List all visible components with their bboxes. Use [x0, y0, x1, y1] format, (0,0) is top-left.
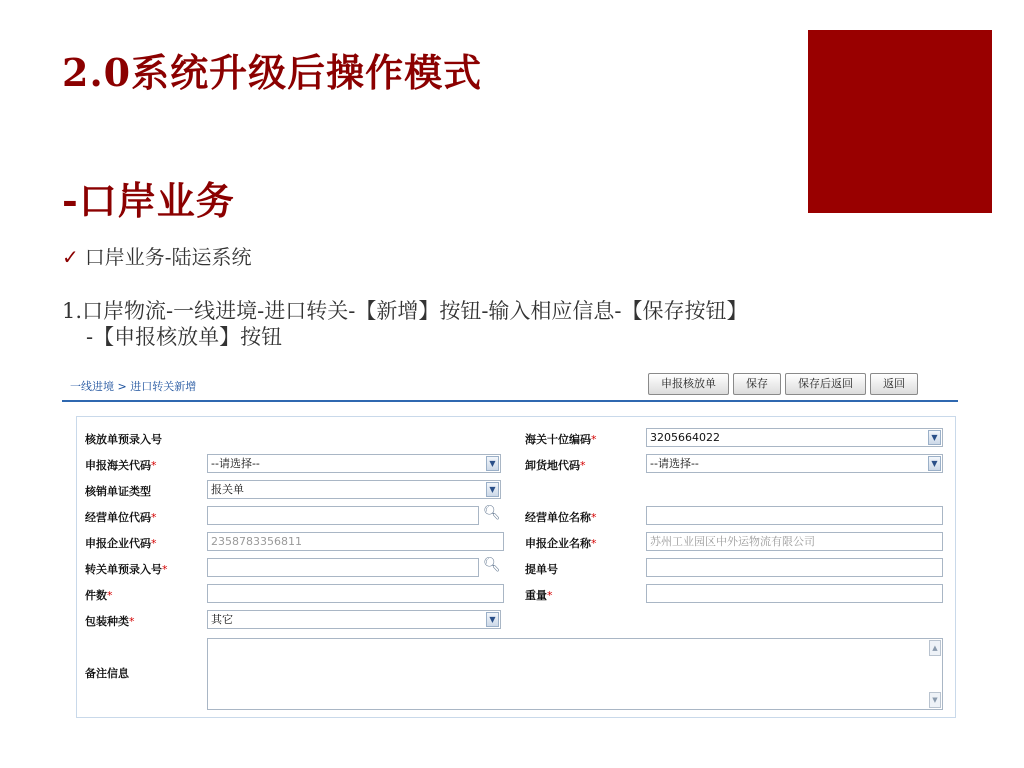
- scroll-down-icon[interactable]: ▼: [929, 692, 941, 708]
- declare-customs-select[interactable]: --请选择-- ▼: [207, 454, 501, 473]
- operator-name-label: 经营单位名称*: [525, 511, 597, 524]
- bill-no-input[interactable]: [646, 558, 943, 577]
- slide-title: 2.0系统升级后操作模式: [62, 50, 483, 95]
- operator-name-input[interactable]: [646, 506, 943, 525]
- declarant-name-label: 申报企业名称*: [525, 537, 597, 550]
- chevron-down-icon[interactable]: ▼: [486, 612, 499, 627]
- search-icon[interactable]: 🔍︎: [483, 505, 501, 521]
- slide-subtitle: -口岸业务: [62, 178, 235, 223]
- operator-code-input[interactable]: [207, 506, 479, 525]
- declare-release-button[interactable]: 申报核放单: [648, 373, 729, 395]
- step-line-1: 1.口岸物流-一线进境-进口转关-【新增】按钮-输入相应信息-【保存按钮】: [62, 299, 748, 323]
- unload-place-select[interactable]: --请选择-- ▼: [646, 454, 943, 473]
- entry-form: [76, 416, 956, 718]
- save-and-return-button[interactable]: 保存后返回: [785, 373, 866, 395]
- weight-input[interactable]: [646, 584, 943, 603]
- package-type-label: 包装种类*: [85, 615, 135, 628]
- bill-no-label: 提单号: [525, 563, 558, 576]
- customs-code10-label: 海关十位编码*: [525, 433, 597, 446]
- bullet-text: 口岸业务-陆运系统: [84, 245, 252, 269]
- checkmark-icon: ✓: [62, 245, 79, 269]
- transfer-preentry-label: 转关单预录入号*: [85, 563, 168, 576]
- app-screenshot: [62, 372, 958, 722]
- pieces-input[interactable]: [207, 584, 504, 603]
- toolbar-buttons: [648, 373, 918, 395]
- bullet-item: [62, 243, 252, 271]
- operator-code-label: 经营单位代码*: [85, 511, 157, 524]
- app-toolbar: [62, 372, 958, 402]
- package-type-select[interactable]: 其它 ▼: [207, 610, 501, 629]
- transfer-preentry-input[interactable]: [207, 558, 479, 577]
- cert-type-select[interactable]: 报关单 ▼: [207, 480, 501, 499]
- chevron-down-icon[interactable]: ▼: [486, 482, 499, 497]
- weight-label: 重量*: [525, 589, 553, 602]
- scroll-up-icon[interactable]: ▲: [929, 640, 941, 656]
- remarks-textarea[interactable]: [207, 638, 943, 710]
- remarks-label: 备注信息: [85, 667, 129, 680]
- unload-place-label: 卸货地代码*: [525, 459, 586, 472]
- chevron-down-icon[interactable]: ▼: [928, 430, 941, 445]
- declarant-name-input[interactable]: 苏州工业园区中外运物流有限公司: [646, 532, 943, 551]
- step-line-2: -【申报核放单】按钮: [86, 325, 283, 349]
- declarant-code-label: 申报企业代码*: [85, 537, 157, 550]
- save-button[interactable]: 保存: [733, 373, 781, 395]
- customs-code10-select[interactable]: 3205664022 ▼: [646, 428, 943, 447]
- step-instruction: [62, 298, 982, 350]
- cert-type-label: 核销单证类型: [85, 485, 151, 498]
- search-icon[interactable]: 🔍︎: [483, 557, 501, 573]
- chevron-down-icon[interactable]: ▼: [486, 456, 499, 471]
- chevron-down-icon[interactable]: ▼: [928, 456, 941, 471]
- release-preentry-label: 核放单预录入号: [85, 433, 162, 446]
- pieces-label: 件数*: [85, 589, 113, 602]
- back-button[interactable]: 返回: [870, 373, 918, 395]
- declarant-code-input[interactable]: 2358783356811: [207, 532, 504, 551]
- breadcrumb[interactable]: 一线进境 > 进口转关新增: [70, 380, 197, 393]
- declare-customs-label: 申报海关代码*: [85, 459, 157, 472]
- decorative-red-block: [808, 30, 992, 213]
